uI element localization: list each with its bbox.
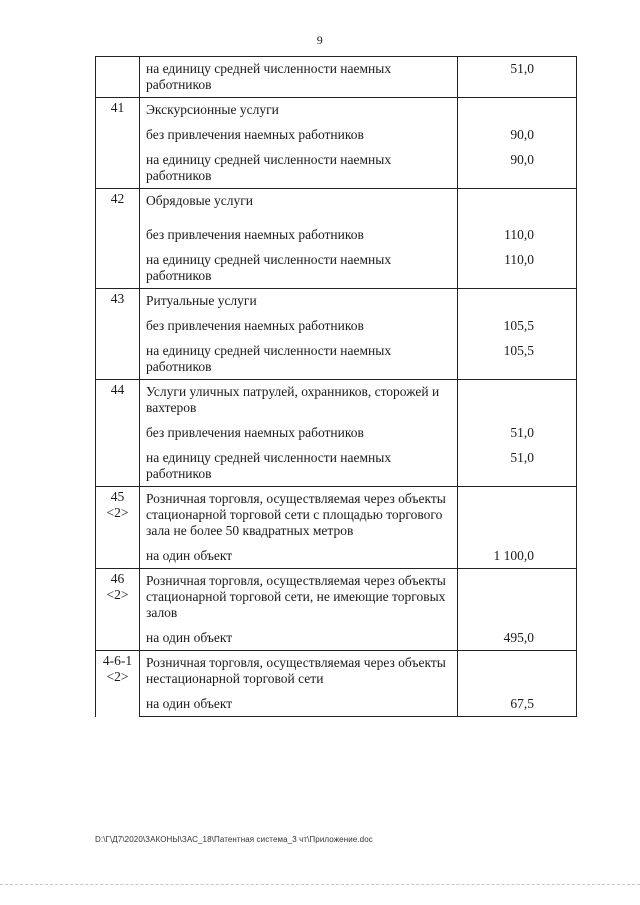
row-number: 42 bbox=[96, 189, 140, 289]
rate-value: 110,0 bbox=[458, 209, 577, 243]
row-number bbox=[96, 57, 140, 98]
table-row bbox=[96, 651, 577, 688]
activity-description: на единицу средней численности наемных работников bbox=[140, 57, 458, 98]
rate-value bbox=[458, 289, 577, 310]
row-number: 46 <2> bbox=[96, 569, 140, 651]
rate-value: 495,0 bbox=[458, 621, 577, 651]
page-number: 9 bbox=[316, 33, 324, 47]
table-body bbox=[96, 57, 577, 717]
rate-condition: без привлечения наемных работников bbox=[140, 416, 458, 441]
rate-condition: на единицу средней численности наемных работников bbox=[140, 334, 458, 380]
rate-condition: на единицу средней численности наемных работников bbox=[140, 143, 458, 189]
row-number: 43 bbox=[96, 289, 140, 380]
activity-description: Экскурсионные услуги bbox=[140, 98, 458, 119]
rate-value: 110,0 bbox=[458, 243, 577, 289]
tax-rates-table bbox=[95, 56, 577, 717]
table-row bbox=[96, 243, 577, 289]
table-row bbox=[96, 687, 577, 717]
rate-value bbox=[458, 98, 577, 119]
table-row bbox=[96, 118, 577, 143]
activity-description: Обрядовые услуги bbox=[140, 189, 458, 210]
activity-description: Розничная торговля, осуществляемая через объекты стационарной торговой сети с площадью торгового зала не более 50 квадратных метров bbox=[140, 487, 458, 540]
rate-value: 67,5 bbox=[458, 687, 577, 717]
table-row bbox=[96, 143, 577, 189]
activity-description: Ритуальные услуги bbox=[140, 289, 458, 310]
rate-value: 90,0 bbox=[458, 143, 577, 189]
file-path-footer: D:\Г\Д7\2020\ЗАКОНЫ\ЗАС_18\Патентная система_3 чт\Приложение.doc bbox=[95, 835, 373, 844]
activity-description: Розничная торговля, осуществляемая через объекты нестационарной торговой сети bbox=[140, 651, 458, 688]
row-number: 44 bbox=[96, 380, 140, 487]
rate-value: 90,0 bbox=[458, 118, 577, 143]
rate-condition: на единицу средней численности наемных работников bbox=[140, 243, 458, 289]
rate-condition: на единицу средней численности наемных работников bbox=[140, 441, 458, 487]
rate-value bbox=[458, 189, 577, 210]
table-row bbox=[96, 309, 577, 334]
rate-value bbox=[458, 569, 577, 622]
rate-value: 1 100,0 bbox=[458, 539, 577, 569]
table-row bbox=[96, 441, 577, 487]
row-number: 4-6-1 <2> bbox=[96, 651, 140, 717]
table-row bbox=[96, 334, 577, 380]
rate-value: 51,0 bbox=[458, 416, 577, 441]
table-row bbox=[96, 289, 577, 310]
row-number: 45 <2> bbox=[96, 487, 140, 569]
table-row bbox=[96, 57, 577, 98]
rate-condition: на один объект bbox=[140, 539, 458, 569]
rate-value: 51,0 bbox=[458, 57, 577, 98]
rate-value: 105,5 bbox=[458, 309, 577, 334]
rate-value: 51,0 bbox=[458, 441, 577, 487]
table-row bbox=[96, 98, 577, 119]
table-row bbox=[96, 487, 577, 540]
table-row bbox=[96, 539, 577, 569]
activity-description: Услуги уличных патрулей, охранников, сторожей и вахтеров bbox=[140, 380, 458, 417]
table-row bbox=[96, 569, 577, 622]
rate-condition: без привлечения наемных работников bbox=[140, 309, 458, 334]
rate-value: 105,5 bbox=[458, 334, 577, 380]
table-row bbox=[96, 416, 577, 441]
rate-condition: на один объект bbox=[140, 621, 458, 651]
table-row bbox=[96, 189, 577, 210]
row-number: 41 bbox=[96, 98, 140, 189]
rate-value bbox=[458, 651, 577, 688]
activity-description: Розничная торговля, осуществляемая через объекты стационарной торговой сети, не имеющие торговых залов bbox=[140, 569, 458, 622]
rate-value bbox=[458, 487, 577, 540]
table-row bbox=[96, 621, 577, 651]
rate-value bbox=[458, 380, 577, 417]
scan-artifact-line bbox=[0, 884, 640, 888]
rate-condition: на один объект bbox=[140, 687, 458, 717]
table-row bbox=[96, 380, 577, 417]
rate-condition: без привлечения наемных работников bbox=[140, 118, 458, 143]
table-row bbox=[96, 209, 577, 243]
rate-condition: без привлечения наемных работников bbox=[140, 209, 458, 243]
